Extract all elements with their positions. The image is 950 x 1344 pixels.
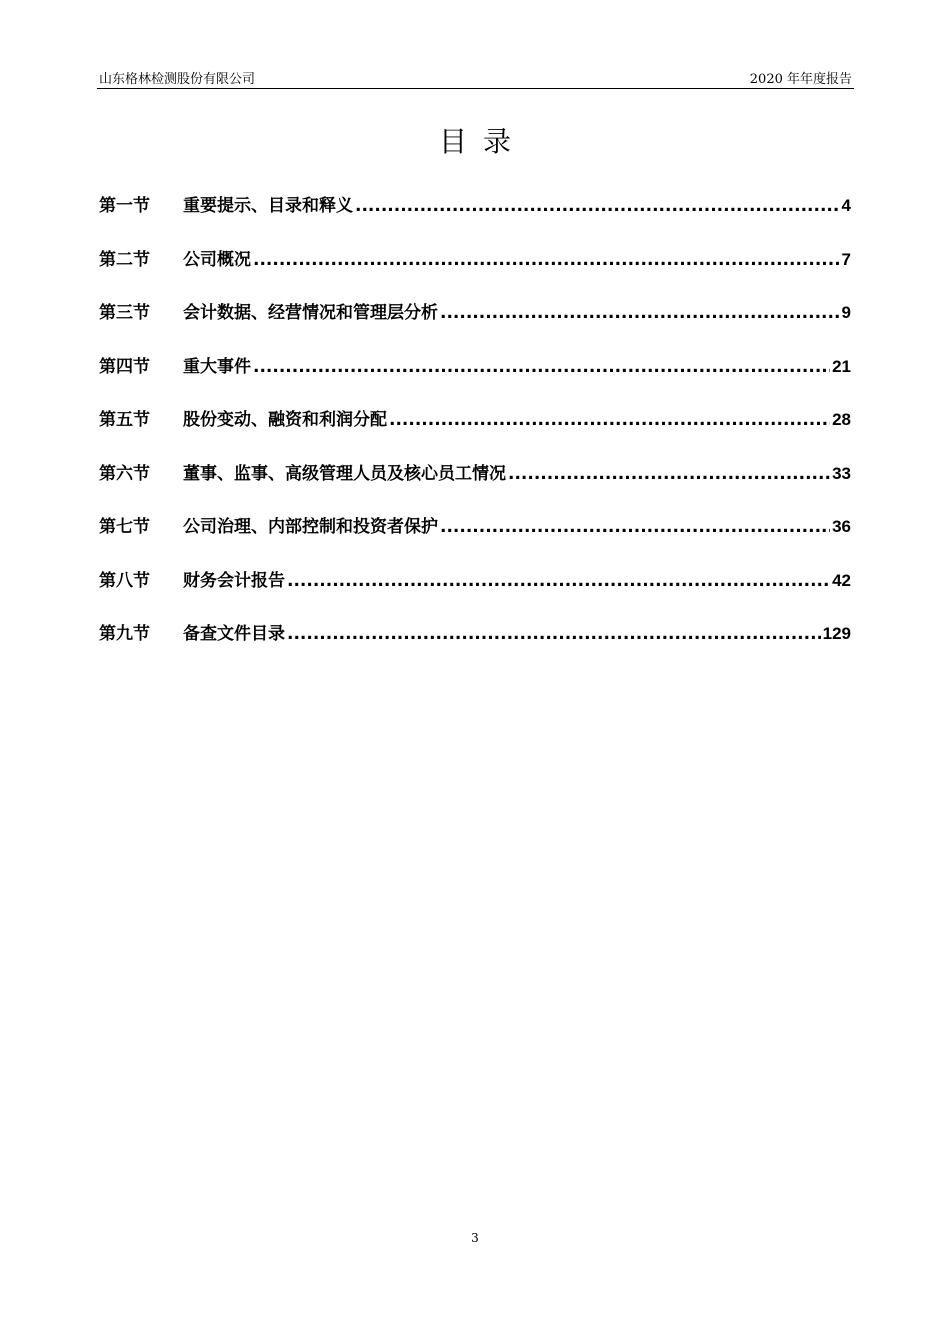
toc-leader-dots [355, 192, 840, 220]
toc-entry-title: 公司治理、内部控制和投资者保护 [183, 517, 438, 537]
toc-entry[interactable] [99, 460, 851, 514]
toc-leader-dots [287, 620, 821, 648]
page-title: 目录 [438, 125, 527, 158]
toc-page-number: 42 [832, 570, 851, 590]
table-of-contents [99, 192, 851, 674]
toc-page-number: 21 [832, 356, 851, 376]
toc-section-label: 第六节 [99, 463, 150, 484]
toc-page-number: 7 [841, 249, 851, 269]
toc-section-label: 第四节 [99, 356, 150, 377]
toc-section-label: 第七节 [99, 517, 150, 537]
page-header [97, 66, 854, 89]
toc-leader-dots [440, 513, 830, 541]
toc-entry-title: 公司概况 [183, 249, 251, 270]
toc-section-label: 第五节 [99, 410, 150, 430]
toc-page-number: 36 [832, 517, 851, 536]
toc-entry[interactable] [99, 567, 851, 621]
toc-entry-title: 股份变动、融资和利润分配 [183, 410, 387, 430]
toc-entry-title: 会计数据、经营情况和管理层分析 [183, 303, 438, 323]
toc-leader-dots [440, 299, 840, 327]
toc-leader-dots [287, 567, 830, 595]
toc-page-number: 33 [832, 463, 851, 483]
toc-entry[interactable] [99, 192, 851, 246]
toc-leader-dots [508, 460, 830, 488]
toc-entry-title: 重要提示、目录和释义 [183, 196, 353, 216]
page-number: 3 [471, 1231, 479, 1245]
header-report-title: 2020 年年度报告 [749, 72, 852, 87]
toc-page-number: 28 [832, 410, 851, 429]
toc-page-number: 9 [841, 303, 851, 322]
toc-leader-dots [253, 353, 830, 381]
toc-entry[interactable] [99, 353, 851, 407]
toc-section-label: 第九节 [99, 624, 150, 644]
toc-page-number: 129 [822, 624, 851, 643]
header-company-name: 山东格林检测股份有限公司 [99, 72, 256, 87]
toc-entry[interactable] [99, 620, 851, 674]
toc-section-label: 第三节 [99, 303, 150, 323]
toc-section-label: 第八节 [99, 570, 150, 591]
toc-entry-title: 财务会计报告 [183, 570, 285, 591]
toc-section-label: 第二节 [99, 249, 150, 270]
toc-entry[interactable] [99, 246, 851, 300]
toc-entry[interactable] [99, 513, 851, 567]
toc-entry-title: 董事、监事、高级管理人员及核心员工情况 [183, 463, 506, 484]
toc-leader-dots [389, 406, 830, 434]
toc-page-number: 4 [841, 196, 851, 215]
toc-entry-title: 备查文件目录 [183, 624, 285, 644]
toc-entry[interactable] [99, 406, 851, 460]
toc-leader-dots [253, 246, 840, 274]
toc-section-label: 第一节 [99, 196, 150, 216]
toc-entry-title: 重大事件 [183, 356, 251, 377]
toc-entry[interactable] [99, 299, 851, 353]
